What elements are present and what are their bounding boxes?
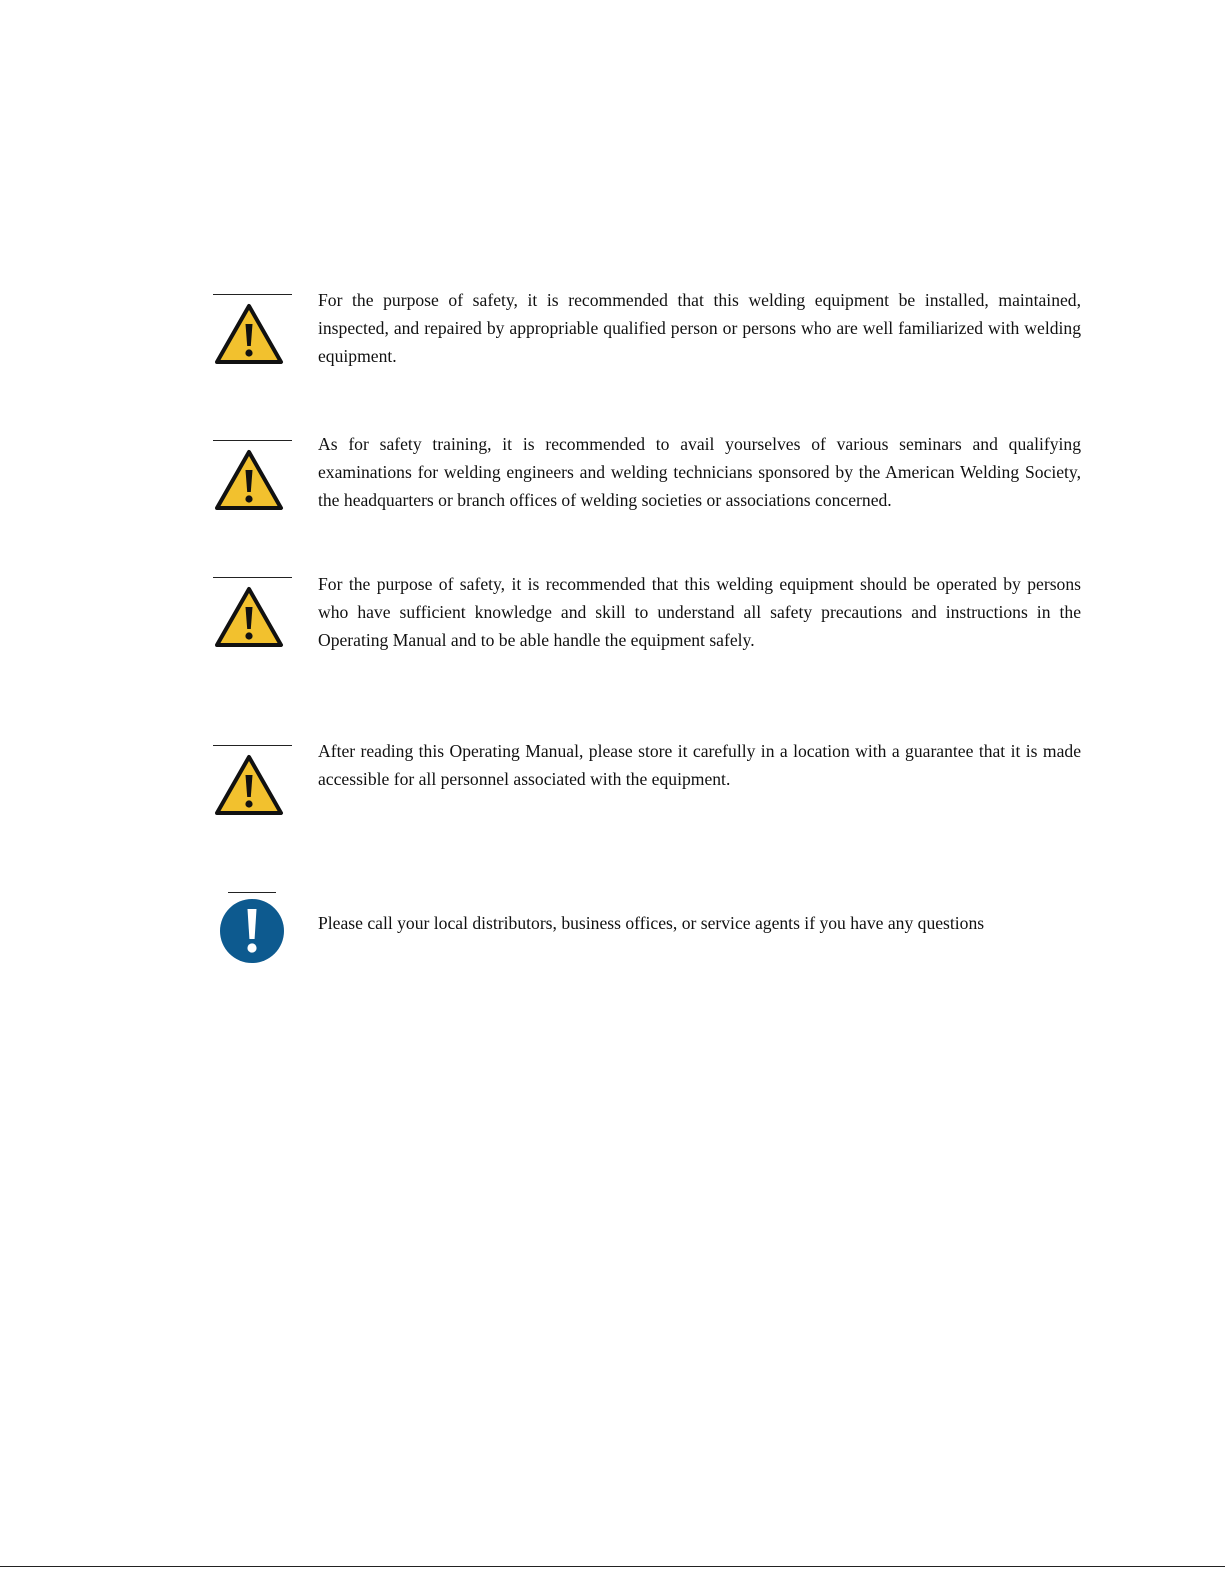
notice-rule — [213, 294, 292, 295]
notice-rule — [213, 577, 292, 578]
notice-rule — [228, 892, 276, 893]
notice-rule — [213, 440, 292, 441]
notice-text: After reading this Operating Manual, please store it carefully in a location with a guarantee that it is made accessible for all personnel associated with the equipment. — [318, 741, 1081, 789]
notice-rule — [213, 745, 292, 746]
notice-text: For the purpose of safety, it is recommended that this welding equipment be installed, maintained, inspected, and repaired by appropriable qualified person or persons who are well familiarized with welding equipment. — [318, 290, 1081, 366]
notice-text: As for safety training, it is recommended to avail yourselves of various seminars and qualifying examinations for welding engineers and welding technicians sponsored by the American Welding Society, the headquarters or branch offices of welding societies or associations concerned. — [318, 434, 1081, 510]
warning-triangle-icon — [213, 585, 285, 649]
warning-triangle-icon — [213, 302, 285, 366]
mandatory-info-icon — [219, 898, 285, 964]
warning-triangle-icon — [213, 753, 285, 817]
page-bottom-rule — [0, 1566, 1225, 1567]
notice-text: For the purpose of safety, it is recommended that this welding equipment should be operated by persons who have sufficient knowledge and skill to understand all safety precautions and instructions in the Operating Manual and to be able handle the equipment safely. — [318, 574, 1081, 650]
warning-triangle-icon — [213, 448, 285, 512]
notice-text: Please call your local distributors, business offices, or service agents if you have any questions — [318, 913, 985, 933]
